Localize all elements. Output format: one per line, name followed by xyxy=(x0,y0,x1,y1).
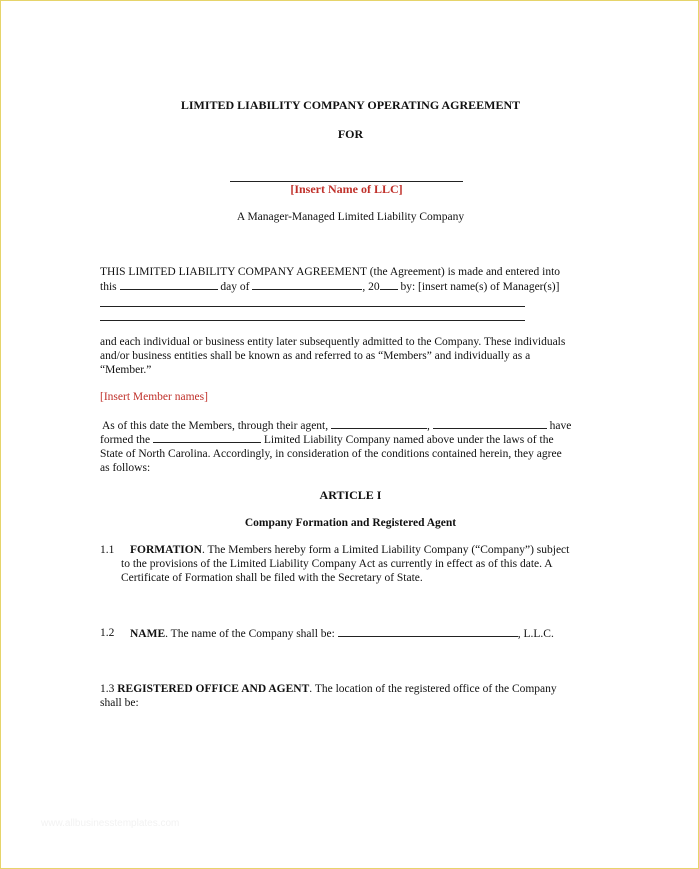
for-label: FOR xyxy=(337,127,364,141)
section-1-1-body xyxy=(121,557,591,585)
article-heading: ARTICLE I xyxy=(319,488,382,502)
day-blank[interactable] xyxy=(120,279,218,290)
intro-managers: by: [insert name(s) of Manager(s)] xyxy=(400,281,560,293)
month-blank[interactable] xyxy=(252,279,362,290)
intro-line-1: THIS LIMITED LIABILITY COMPANY AGREEMENT (the Agreement) is made and entered into xyxy=(100,266,561,278)
formed-have: have xyxy=(549,420,572,432)
formed-text-b: Limited Liability Company named above under the laws of the xyxy=(263,434,554,446)
section-1-2-number: 1.2 xyxy=(100,627,115,639)
members-line-2: and/or business entities shall be known as and referred to as “Members” and individually as a xyxy=(100,350,531,362)
section-1-3-line-1 xyxy=(100,682,557,696)
manager-blank-2[interactable] xyxy=(100,320,525,321)
year-blank[interactable] xyxy=(380,279,398,290)
members-line-3: “Member.” xyxy=(100,364,152,376)
section-1-1-text-1: . The Members hereby form a Limited Liability Company (“Company”) subject xyxy=(201,544,570,556)
agent-blank-2[interactable] xyxy=(433,418,547,429)
section-1-2-text: . The name of the Company shall be: xyxy=(165,628,335,640)
formed-line-4: as follows: xyxy=(100,462,151,474)
formed-text-a: As of this date the Members, through their agent, xyxy=(102,420,329,432)
section-1-2-line xyxy=(130,626,554,641)
formed-comma: , xyxy=(427,420,430,432)
section-1-1-first-line xyxy=(130,543,569,557)
intro-paragraph xyxy=(100,265,590,294)
article-subheading: Company Formation and Registered Agent xyxy=(244,517,457,529)
section-1-1-title: FORMATION xyxy=(130,544,202,556)
section-1-3-text-2: shall be: xyxy=(100,697,139,709)
section-1-3-title: REGISTERED OFFICE AND AGENT xyxy=(117,683,310,695)
intro-this: this xyxy=(100,281,117,293)
members-line-1: and each individual or business entity later subsequently admitted to the Company. These individuals xyxy=(100,336,566,348)
members-paragraph xyxy=(100,335,590,377)
formed-line-3: State of North Carolina. Accordingly, in consideration of the conditions contained herein, they agree xyxy=(100,448,562,460)
document-title: LIMITED LIABILITY COMPANY OPERATING AGREEMENT xyxy=(180,98,521,112)
intro-year-prefix: , 20 xyxy=(362,281,380,293)
intro-day-of: day of xyxy=(220,281,250,293)
llc-name-placeholder: [Insert Name of LLC] xyxy=(290,182,403,196)
watermark: www.allbusinesstemplates.com xyxy=(41,818,180,829)
formed-paragraph-rest xyxy=(100,432,590,475)
company-name-blank[interactable] xyxy=(338,626,518,637)
member-names-placeholder: [Insert Member names] xyxy=(100,391,208,403)
section-1-3-text-1: . The location of the registered office of the Company xyxy=(309,683,557,695)
section-1-1-text-2: to the provisions of the Limited Liability Company Act as currently in effect as of this date. A xyxy=(121,558,553,570)
formed-the: formed the xyxy=(100,434,151,446)
company-blank[interactable] xyxy=(153,432,261,443)
formed-line-1 xyxy=(102,418,592,433)
section-1-2-title: NAME xyxy=(130,628,166,640)
document-subtitle: A Manager-Managed Limited Liability Company xyxy=(236,211,465,223)
formed-line-2 xyxy=(100,432,590,447)
section-1-1-number: 1.1 xyxy=(100,544,115,556)
manager-blank-1[interactable] xyxy=(100,306,525,307)
section-1-1-text-3: Certificate of Formation shall be filed with the Secretary of State. xyxy=(121,572,423,584)
intro-line-2 xyxy=(100,279,590,294)
agent-blank-1[interactable] xyxy=(331,418,427,429)
formed-paragraph xyxy=(102,418,592,433)
section-1-3-number: 1.3 xyxy=(100,683,115,695)
section-1-2-suffix: , L.L.C. xyxy=(517,628,554,640)
